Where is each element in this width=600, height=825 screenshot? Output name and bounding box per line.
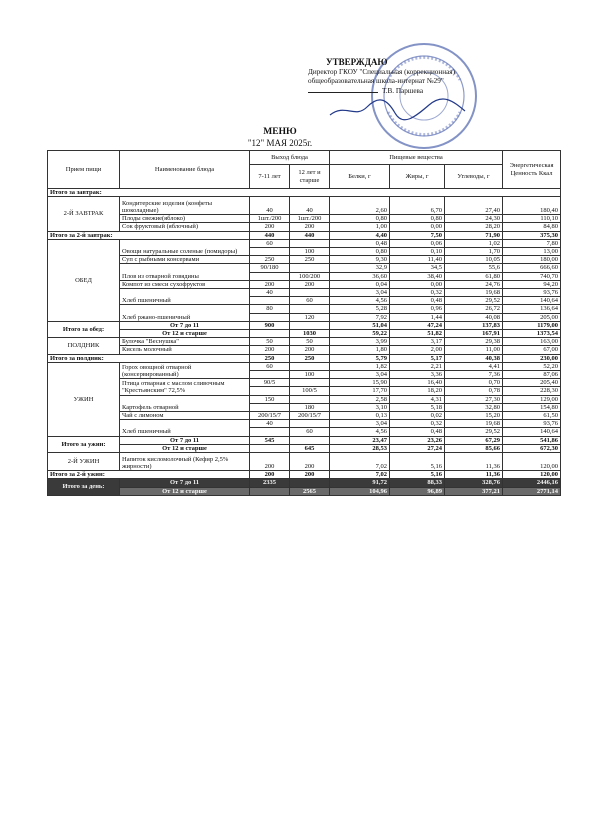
portion-7-11: 90/180 (250, 264, 290, 272)
total-fat: 88,33 (390, 479, 445, 487)
protein-value: 0,04 (330, 280, 390, 288)
carbs-value: 32,80 (445, 403, 503, 411)
menu-table (47, 150, 561, 496)
total-carbs: 328,76 (445, 479, 503, 487)
dish-name: Чай с лимоном (120, 412, 250, 420)
total-fat: 23,26 (390, 436, 445, 444)
portion-7-11: 50 (250, 338, 290, 346)
portion-12-plus: 100 (290, 371, 330, 379)
fat-value: 34,5 (390, 264, 445, 272)
fat-value: 16,40 (390, 379, 445, 387)
portion-7-11: 250 (250, 256, 290, 264)
total-carbs: 85,66 (445, 444, 503, 452)
total-carbs: 167,91 (445, 330, 503, 338)
portion-12-plus (290, 362, 330, 370)
dish-name: Плов из отварной говядины (120, 264, 250, 280)
protein-value: 1,82 (330, 362, 390, 370)
total-portion-7-11: 2335 (250, 479, 290, 487)
total-fat: 47,24 (390, 321, 445, 329)
portion-7-11 (250, 297, 290, 305)
fat-value: 4,31 (390, 395, 445, 403)
fat-value: 3,36 (390, 371, 445, 379)
carbs-value: 0,78 (445, 387, 503, 395)
total-energy: 2446,16 (503, 479, 561, 487)
energy-value: 52,20 (503, 362, 561, 370)
fat-value: 5,16 (390, 453, 445, 471)
portion-7-11: 40 (250, 420, 290, 428)
energy-value: 93,76 (503, 420, 561, 428)
total-protein: 51,04 (330, 321, 390, 329)
fat-value: 0,10 (390, 248, 445, 256)
total-protein: 104,96 (330, 487, 390, 495)
carbs-value: 40,08 (445, 313, 503, 321)
total-portion-12-plus: 645 (290, 444, 330, 452)
portion-12-plus: 200/15/7 (290, 412, 330, 420)
fat-value: 0,02 (390, 412, 445, 420)
fat-value: 0,32 (390, 289, 445, 297)
portion-12-plus: 100/5 (290, 387, 330, 395)
protein-value: 2,58 (330, 395, 390, 403)
protein-value: 36,60 (330, 272, 390, 280)
portion-12-plus: 120 (290, 313, 330, 321)
total-portion-7-11: 545 (250, 436, 290, 444)
fat-value: 0,00 (390, 223, 445, 231)
header-protein: Белки, г (330, 165, 390, 189)
total-protein: 4,40 (330, 231, 390, 239)
total-carbs: 137,83 (445, 321, 503, 329)
portion-12-plus: 60 (290, 297, 330, 305)
portion-7-11 (250, 403, 290, 411)
total-portion-7-11: 250 (250, 354, 290, 362)
total-energy: 2771,14 (503, 487, 561, 495)
energy-value: 7,80 (503, 239, 561, 247)
total-energy: 672,30 (503, 444, 561, 452)
carbs-value: 1,02 (445, 239, 503, 247)
protein-value: 7,92 (330, 313, 390, 321)
group-7-11-label: От 7 до 11 (120, 479, 250, 487)
energy-value: 228,30 (503, 387, 561, 395)
carbs-value: 7,36 (445, 371, 503, 379)
portion-7-11: 200 (250, 346, 290, 354)
total-carbs: 11,36 (445, 471, 503, 479)
protein-value: 3,10 (330, 403, 390, 411)
portion-7-11: 90/5 (250, 379, 290, 387)
carbs-value: 0,70 (445, 379, 503, 387)
group-7-11-label: От 7 до 11 (120, 436, 250, 444)
dish-name: Хлеб пшеничный (120, 420, 250, 436)
protein-value: 9,30 (330, 256, 390, 264)
header-age-7-11: 7-11 лет (250, 165, 290, 189)
portion-7-11: 40 (250, 197, 290, 215)
lunch-total-label: Итого за обед: (48, 321, 120, 337)
protein-value: 1,00 (330, 223, 390, 231)
total-fat: 27,24 (390, 444, 445, 452)
total-fat: 5,17 (390, 354, 445, 362)
total-portion-7-11: 440 (250, 231, 290, 239)
header-nutrients: Пищевые вещества (330, 151, 503, 165)
protein-value: 3,04 (330, 289, 390, 297)
protein-value: 0,48 (330, 239, 390, 247)
protein-value: 3,04 (330, 371, 390, 379)
carbs-value: 29,52 (445, 428, 503, 436)
header-carbs: Углеводы, г (445, 165, 503, 189)
portion-7-11: 40 (250, 289, 290, 297)
protein-value: 32,9 (330, 264, 390, 272)
carbs-value: 11,36 (445, 453, 503, 471)
menu-date: "12" МАЯ 2025г. (247, 138, 313, 148)
group-12-plus-label: От 12 и старше (120, 330, 250, 338)
header-meal: Прием пищи (48, 151, 120, 189)
carbs-value: 24,30 (445, 215, 503, 223)
header-portion: Выход блюда (250, 151, 330, 165)
total-fat: 51,82 (390, 330, 445, 338)
fat-value: 0,00 (390, 280, 445, 288)
fat-value: 0,96 (390, 305, 445, 313)
total-portion-12-plus: 440 (290, 231, 330, 239)
carbs-value: 1,70 (445, 248, 503, 256)
handwritten-signature (325, 95, 475, 123)
total-portion-12-plus: 250 (290, 354, 330, 362)
carbs-value: 27,30 (445, 395, 503, 403)
energy-value: 110,10 (503, 215, 561, 223)
protein-value: 3,99 (330, 338, 390, 346)
total-energy: 375,30 (503, 231, 561, 239)
portion-7-11 (250, 313, 290, 321)
total-portion-12-plus: 200 (290, 471, 330, 479)
energy-value: 94,20 (503, 280, 561, 288)
total-portion-7-11: 900 (250, 321, 290, 329)
portion-7-11 (250, 248, 290, 256)
portion-7-11 (250, 428, 290, 436)
total-energy: 1373,54 (503, 330, 561, 338)
portion-12-plus: 250 (290, 256, 330, 264)
dish-name: Птица отварная с маслом сливочным "Крестьянским" 72,5% (120, 379, 250, 395)
approval-title: УТВЕРЖДАЮ (326, 57, 388, 67)
approval-block (308, 58, 548, 96)
portion-7-11: 150 (250, 395, 290, 403)
total-fat: 5,16 (390, 471, 445, 479)
protein-value: 7,02 (330, 453, 390, 471)
portion-12-plus (290, 395, 330, 403)
fat-value: 11,40 (390, 256, 445, 264)
breakfast-2-total-label: Итого за 2-й завтрак: (48, 231, 250, 239)
carbs-value: 10,05 (445, 256, 503, 264)
portion-12-plus: 100/200 (290, 272, 330, 280)
protein-value: 0,13 (330, 412, 390, 420)
breakfast-total-label: Итого за завтрак: (48, 189, 561, 197)
energy-value: 84,80 (503, 223, 561, 231)
protein-value: 5,28 (330, 305, 390, 313)
meal-lunch: ОБЕД (48, 239, 120, 321)
dish-name: Кондитерские изделия (конфеты шоколадные) (120, 197, 250, 215)
portion-12-plus: 50 (290, 338, 330, 346)
dinner-total-label: Итого за ужин: (48, 436, 120, 452)
energy-value: 120,00 (503, 453, 561, 471)
fat-value: 18,20 (390, 387, 445, 395)
total-protein: 59,22 (330, 330, 390, 338)
protein-value: 1,80 (330, 346, 390, 354)
dish-name: Хлеб ржано-пшеничный (120, 305, 250, 321)
total-carbs: 71,90 (445, 231, 503, 239)
energy-value: 163,00 (503, 338, 561, 346)
protein-value: 4,56 (330, 428, 390, 436)
meal-snack: ПОЛДНИК (48, 338, 120, 354)
total-portion-12-plus: 1030 (290, 330, 330, 338)
fat-value: 1,44 (390, 313, 445, 321)
carbs-value: 55,6 (445, 264, 503, 272)
portion-12-plus: 180 (290, 403, 330, 411)
energy-value: 666,60 (503, 264, 561, 272)
energy-value: 180,40 (503, 197, 561, 215)
protein-value: 15,90 (330, 379, 390, 387)
day-total-label: Итого за день: (48, 479, 120, 495)
dish-name: Хлеб пшеничный (120, 289, 250, 305)
header-dish: Наименование блюда (120, 151, 250, 189)
header-energy: Энергетическая Ценность Ккал (503, 151, 561, 189)
protein-value: 4,56 (330, 297, 390, 305)
carbs-value: 11,00 (445, 346, 503, 354)
fat-value: 0,80 (390, 215, 445, 223)
portion-12-plus (290, 239, 330, 247)
carbs-value: 15,20 (445, 412, 503, 420)
portion-7-11: 200 (250, 453, 290, 471)
meal-breakfast-2: 2-Й ЗАВТРАК (48, 197, 120, 231)
dish-name: Напиток кисломолочный (Кефир 2,5% жирности) (120, 453, 250, 471)
energy-value: 136,64 (503, 305, 561, 313)
fat-value: 38,40 (390, 272, 445, 280)
approval-line-1: Директор ГКОУ "Специальная (коррекционная) (308, 67, 455, 76)
meal-dinner-2: 2-Й УЖИН (48, 453, 120, 471)
dish-name: Горох овощной отварной (консервированный) (120, 362, 250, 378)
portion-7-11: 200/15/7 (250, 412, 290, 420)
total-fat: 96,89 (390, 487, 445, 495)
portion-7-11: 60 (250, 239, 290, 247)
fat-value: 6,70 (390, 197, 445, 215)
portion-12-plus (290, 379, 330, 387)
portion-7-11: 60 (250, 362, 290, 370)
dish-name: Компот из смеси сухофруктов (120, 280, 250, 288)
portion-12-plus: 1шт./200 (290, 215, 330, 223)
portion-7-11: 200 (250, 223, 290, 231)
carbs-value: 27,40 (445, 197, 503, 215)
dish-name: Кисель молочный (120, 346, 250, 354)
approval-line-2: общеобразовательная школа-интернат №29" (308, 77, 444, 85)
portion-7-11: 80 (250, 305, 290, 313)
header-fat: Жиры, г (390, 165, 445, 189)
total-fat: 7,50 (390, 231, 445, 239)
energy-value: 205,40 (503, 379, 561, 387)
portion-12-plus (290, 420, 330, 428)
meal-dinner: УЖИН (48, 362, 120, 436)
carbs-value: 19,68 (445, 289, 503, 297)
menu-title: МЕНЮ (263, 127, 297, 137)
portion-12-plus (290, 289, 330, 297)
fat-value: 0,06 (390, 239, 445, 247)
energy-value: 740,70 (503, 272, 561, 280)
group-12-plus-label: От 12 и старше (120, 444, 250, 452)
fat-value: 2,21 (390, 362, 445, 370)
protein-value: 2,60 (330, 197, 390, 215)
carbs-value: 26,72 (445, 305, 503, 313)
protein-value: 0,80 (330, 215, 390, 223)
portion-7-11 (250, 272, 290, 280)
portion-12-plus: 100 (290, 248, 330, 256)
dish-name: Сок фруктовый (яблочный) (120, 223, 250, 231)
energy-value: 129,00 (503, 395, 561, 403)
carbs-value: 28,20 (445, 223, 503, 231)
group-7-11-label: От 7 до 11 (120, 321, 250, 329)
dish-name: Картофель отварной (120, 395, 250, 411)
energy-value: 67,00 (503, 346, 561, 354)
total-protein: 23,47 (330, 436, 390, 444)
carbs-value: 29,38 (445, 338, 503, 346)
protein-value: 17,70 (330, 387, 390, 395)
total-portion-12-plus: 2565 (290, 487, 330, 495)
energy-value: 13,00 (503, 248, 561, 256)
energy-value: 93,76 (503, 289, 561, 297)
portion-7-11 (250, 371, 290, 379)
energy-value: 140,64 (503, 428, 561, 436)
dish-name: Суп с рыбными консервами (120, 256, 250, 264)
carbs-value: 24,76 (445, 280, 503, 288)
fat-value: 2,00 (390, 346, 445, 354)
dinner-2-total-label: Итого за 2-й ужин: (48, 471, 250, 479)
portion-7-11: 200 (250, 280, 290, 288)
total-carbs: 40,38 (445, 354, 503, 362)
portion-12-plus: 40 (290, 197, 330, 215)
fat-value: 5,18 (390, 403, 445, 411)
dish-name: Плоды свежие(яблоко) (120, 215, 250, 223)
header-age-12-plus: 12 лет и старше (290, 165, 330, 189)
total-protein: 7,02 (330, 471, 390, 479)
protein-value: 0,80 (330, 248, 390, 256)
total-energy: 541,86 (503, 436, 561, 444)
signature-name: Т.В. Паршева (382, 86, 424, 95)
snack-total-label: Итого за полдник: (48, 354, 250, 362)
fat-value: 0,32 (390, 420, 445, 428)
portion-12-plus (290, 305, 330, 313)
energy-value: 180,00 (503, 256, 561, 264)
energy-value: 154,80 (503, 403, 561, 411)
portion-12-plus: 200 (290, 280, 330, 288)
fat-value: 3,17 (390, 338, 445, 346)
dish-name: Овощи натуральные соленые (помидоры) (120, 239, 250, 255)
portion-7-11: 1шт./200 (250, 215, 290, 223)
total-protein: 91,72 (330, 479, 390, 487)
carbs-value: 4,41 (445, 362, 503, 370)
energy-value: 205,00 (503, 313, 561, 321)
fat-value: 0,48 (390, 428, 445, 436)
carbs-value: 19,68 (445, 420, 503, 428)
carbs-value: 61,80 (445, 272, 503, 280)
portion-12-plus: 200 (290, 346, 330, 354)
carbs-value: 29,52 (445, 297, 503, 305)
group-12-plus-label: От 12 и старше (120, 487, 250, 495)
total-carbs: 67,29 (445, 436, 503, 444)
energy-value: 140,64 (503, 297, 561, 305)
portion-12-plus (290, 264, 330, 272)
total-carbs: 377,21 (445, 487, 503, 495)
portion-12-plus: 200 (290, 453, 330, 471)
portion-12-plus: 60 (290, 428, 330, 436)
total-energy: 120,00 (503, 471, 561, 479)
total-portion-7-11: 200 (250, 471, 290, 479)
portion-12-plus: 200 (290, 223, 330, 231)
protein-value: 3,04 (330, 420, 390, 428)
fat-value: 0,48 (390, 297, 445, 305)
total-protein: 5,79 (330, 354, 390, 362)
energy-value: 61,50 (503, 412, 561, 420)
total-energy: 230,00 (503, 354, 561, 362)
energy-value: 87,06 (503, 371, 561, 379)
dish-name: Булочка "Веснушка" (120, 338, 250, 346)
total-energy: 1179,00 (503, 321, 561, 329)
total-protein: 28,53 (330, 444, 390, 452)
portion-7-11 (250, 387, 290, 395)
